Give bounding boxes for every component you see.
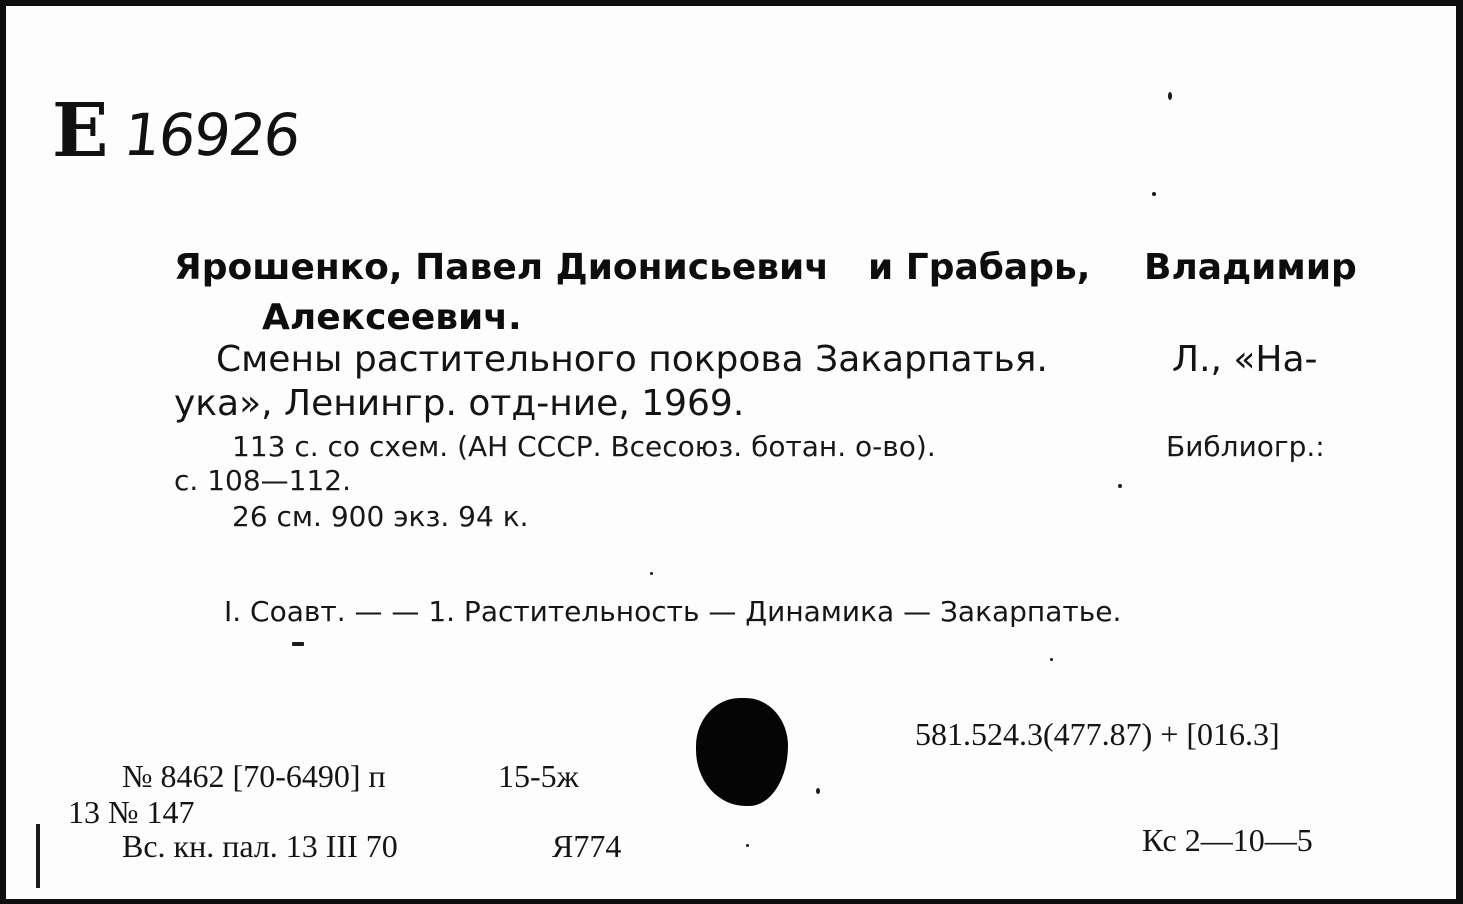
order-code: Я774 xyxy=(552,828,622,864)
scan-speck xyxy=(1050,658,1053,661)
catalog-code: 15-5ж xyxy=(498,758,579,794)
title-publisher: ука», Ленингр. отд-ние, 1969. xyxy=(174,383,745,424)
scan-speck xyxy=(1168,92,1172,100)
heading-author2-surname: и Грабарь, xyxy=(868,247,1091,288)
catalog-number: № 8462 [70-6490] п xyxy=(122,758,386,794)
scan-speck xyxy=(816,788,820,794)
shelf-mark-number: 16926 xyxy=(120,101,303,169)
description-pages: 113 с. со схем. (АН СССР. Всесоюз. ботан. о-во). xyxy=(232,430,936,463)
description-bibliography-pages: с. 108—112. xyxy=(174,464,351,497)
scan-speck xyxy=(1118,484,1122,488)
udc-classification: 581.524.3(477.87) + [016.3] xyxy=(915,716,1280,752)
heading-author1: Ярошенко, Павел Дионисьевич xyxy=(174,247,829,288)
subject-tracing: I. Соавт. — — 1. Растительность — Динамика — Закарпатье. xyxy=(224,595,1122,628)
description-size-copies-price: 26 см. 900 экз. 94 к. xyxy=(232,500,529,533)
heading-author2-patronymic: Алексеевич. xyxy=(262,297,522,338)
scan-speck xyxy=(1152,192,1156,196)
title-main: Смены растительного покрова Закарпатья. xyxy=(216,339,1048,380)
registration-number: 13 № 147 xyxy=(68,794,195,830)
book-chamber-date: Вс. кн. пал. 13 III 70 xyxy=(122,828,398,864)
price-code: Кс 2—10—5 xyxy=(1142,822,1313,858)
scan-speck xyxy=(746,844,749,847)
description-bibliography-label: Библиогр.: xyxy=(1166,430,1325,463)
scan-edge-mark xyxy=(36,824,40,888)
scan-speck xyxy=(292,642,304,646)
heading-author2-given: Владимир xyxy=(1144,247,1357,288)
title-place: Л., «На- xyxy=(1172,339,1318,380)
scan-speck xyxy=(650,572,653,575)
shelf-mark-letter: Е xyxy=(52,88,109,174)
ink-blot xyxy=(696,698,788,806)
